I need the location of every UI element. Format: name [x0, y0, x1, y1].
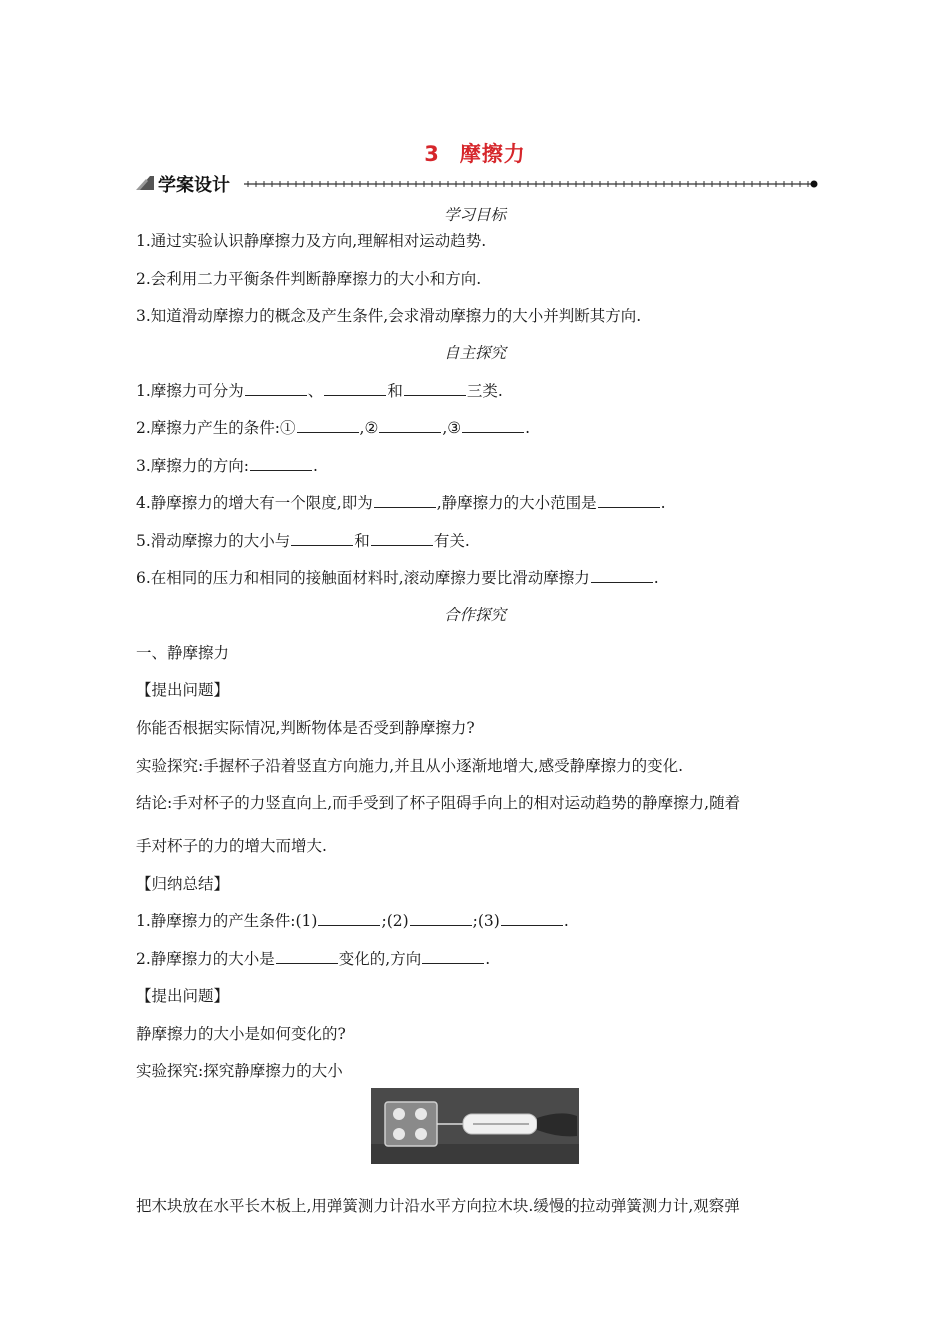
- self-question-3: 3.摩擦力的方向: .: [136, 457, 318, 475]
- title-number: 3: [424, 142, 440, 166]
- section-banner: [136, 170, 820, 196]
- section-heading-self: 自主探究: [443, 344, 506, 362]
- answer-blank[interactable]: [598, 493, 660, 508]
- banner-dotted-line: [244, 174, 820, 194]
- question-text: 静摩擦力的大小是如何变化的?: [136, 1025, 346, 1043]
- self-question-1: 1.摩擦力可分为 、 和 三类.: [136, 382, 503, 400]
- answer-blank[interactable]: [318, 911, 380, 926]
- summary-item-1: 1.静摩擦力的产生条件:(1) ;(2) ;(3) .: [136, 912, 569, 930]
- body-text: 把木块放在水平长木板上,用弹簧测力计沿水平方向拉木块.缓慢的拉动弹簧测力计,观察弹: [136, 1197, 740, 1215]
- title-text: 摩擦力: [459, 142, 526, 166]
- banner-label: 学案设计: [158, 175, 230, 196]
- answer-blank[interactable]: [501, 911, 563, 926]
- answer-blank[interactable]: [591, 568, 653, 583]
- summary-label: 【归纳总结】: [136, 875, 230, 893]
- part-heading: 一、静摩擦力: [136, 644, 230, 662]
- answer-blank[interactable]: [324, 381, 386, 396]
- raise-question-label: 【提出问题】: [136, 987, 230, 1005]
- page-title: [0, 138, 950, 168]
- answer-blank[interactable]: [462, 418, 524, 433]
- answer-blank[interactable]: [379, 418, 441, 433]
- banner-icon: [136, 174, 156, 192]
- experiment-photo: [371, 1088, 579, 1164]
- summary-item-2: 2.静摩擦力的大小是 变化的,方向 .: [136, 950, 491, 968]
- raise-question-label: 【提出问题】: [136, 681, 230, 699]
- goal-item: 2.会利用二力平衡条件判断静摩擦力的大小和方向.: [136, 270, 482, 288]
- self-question-2: 2.摩擦力产生的条件:① ,② ,③ .: [136, 419, 531, 437]
- goal-item: 1.通过实验认识静摩擦力及方向,理解相对运动趋势.: [136, 232, 487, 250]
- experiment-text: 实验探究:手握杯子沿着竖直方向施力,并且从小逐渐地增大,感受静摩擦力的变化.: [136, 757, 684, 775]
- answer-blank[interactable]: [404, 381, 466, 396]
- conclusion-text: 结论:手对杯子的力竖直向上,而手受到了杯子阻碍手向上的相对运动趋势的静摩擦力,随着: [136, 794, 741, 812]
- goal-item: 3.知道滑动摩擦力的概念及产生条件,会求滑动摩擦力的大小并判断其方向.: [136, 307, 642, 325]
- answer-blank[interactable]: [291, 531, 353, 546]
- answer-blank[interactable]: [371, 531, 433, 546]
- self-question-4: 4.静摩擦力的增大有一个限度,即为 ,静摩擦力的大小范围是 .: [136, 494, 666, 512]
- self-question-5: 5.滑动摩擦力的大小与 和 有关.: [136, 532, 470, 550]
- answer-blank[interactable]: [245, 381, 307, 396]
- section-heading-goals: 学习目标: [443, 206, 506, 224]
- answer-blank[interactable]: [276, 949, 338, 964]
- answer-blank[interactable]: [297, 418, 359, 433]
- self-question-6: 6.在相同的压力和相同的接触面材料时,滚动摩擦力要比滑动摩擦力 .: [136, 569, 659, 587]
- section-heading-coop: 合作探究: [443, 606, 506, 624]
- answer-blank[interactable]: [250, 456, 312, 471]
- experiment-text: 实验探究:探究静摩擦力的大小: [136, 1062, 343, 1080]
- answer-blank[interactable]: [410, 911, 472, 926]
- question-text: 你能否根据实际情况,判断物体是否受到静摩擦力?: [136, 719, 475, 737]
- answer-blank[interactable]: [374, 493, 436, 508]
- conclusion-text-cont: 手对杯子的力的增大而增大.: [136, 837, 327, 855]
- answer-blank[interactable]: [422, 949, 484, 964]
